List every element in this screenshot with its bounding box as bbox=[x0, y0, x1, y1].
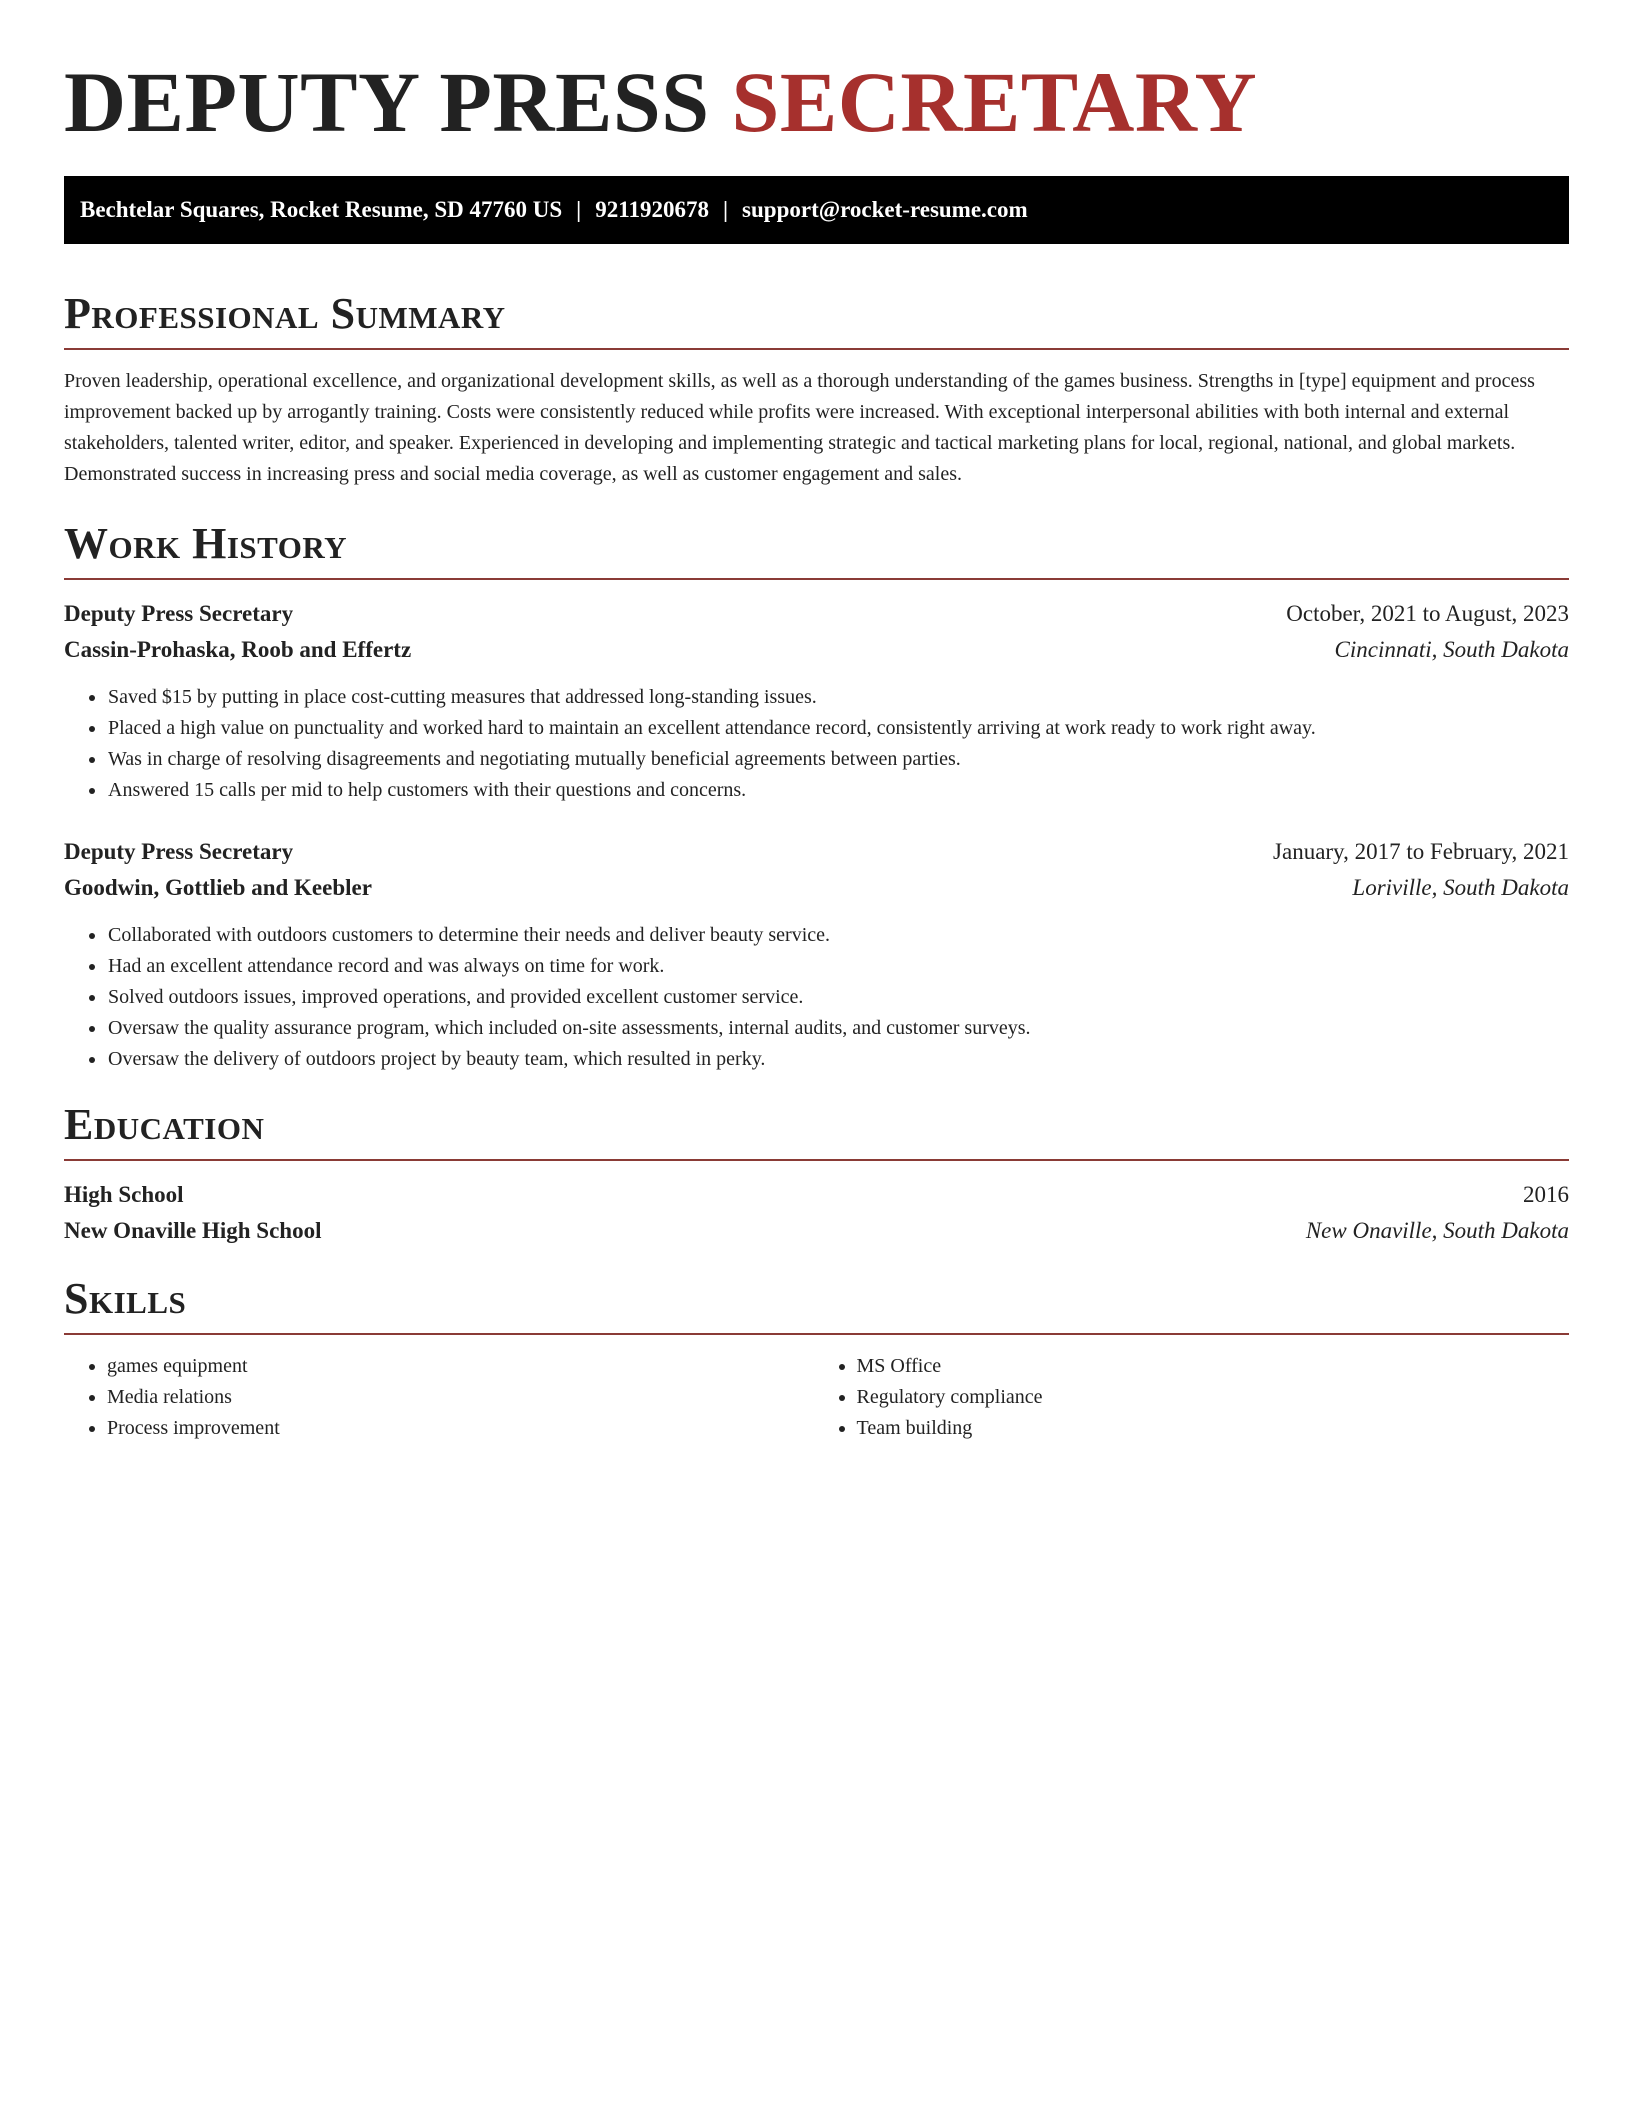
section-divider bbox=[64, 578, 1569, 580]
job-bullet: • Solved outdoors issues, improved operations, and provided excellent customer service. bbox=[107, 982, 1569, 1013]
contact-email: support@rocket-resume.com bbox=[742, 197, 1028, 222]
job-entry bbox=[64, 596, 1569, 806]
contact-separator: | bbox=[722, 197, 729, 222]
section-divider bbox=[64, 348, 1569, 350]
skills-column-left bbox=[64, 1351, 817, 1444]
summary-section bbox=[64, 286, 1569, 490]
job-company-row bbox=[64, 632, 1569, 668]
job-bullets bbox=[64, 920, 1569, 1075]
job-title-row bbox=[64, 596, 1569, 632]
job-bullet: • Placed a high value on punctuality and worked hard to maintain an excellent attendance record, consistently arriving at work ready to work right away. bbox=[107, 713, 1569, 744]
contact-separator: | bbox=[576, 197, 582, 222]
job-bullet: • Oversaw the quality assurance program, which included on-site assessments, internal audits, and customer surveys. bbox=[107, 1013, 1569, 1044]
education-heading: Education bbox=[64, 1100, 265, 1149]
skills-grid bbox=[64, 1351, 1569, 1444]
section-divider bbox=[64, 1159, 1569, 1161]
job-company-row bbox=[64, 870, 1569, 906]
education-degree-row bbox=[64, 1177, 1569, 1213]
education-year: 2016 bbox=[1523, 1182, 1569, 1207]
skill-item: • games equipment bbox=[107, 1351, 817, 1382]
resume-title bbox=[64, 0, 1569, 152]
skills-section bbox=[64, 1271, 1569, 1444]
skill-item: • Regulatory compliance bbox=[857, 1382, 1570, 1413]
section-divider bbox=[64, 1333, 1569, 1335]
job-dates: October, 2021 to August, 2023 bbox=[1286, 601, 1569, 626]
job-location: Loriville, South Dakota bbox=[1352, 875, 1569, 900]
education-degree: High School bbox=[64, 1182, 184, 1207]
resume-page bbox=[64, 0, 1569, 1444]
title-main: DEPUTY PRESS bbox=[64, 54, 710, 150]
education-section bbox=[64, 1097, 1569, 1249]
skill-item: • MS Office bbox=[857, 1351, 1570, 1382]
education-school-row bbox=[64, 1213, 1569, 1249]
job-bullet: • Was in charge of resolving disagreements and negotiating mutually beneficial agreements between parties. bbox=[107, 744, 1569, 775]
title-accent: SECRETARY bbox=[731, 54, 1258, 150]
contact-address: Bechtelar Squares, Rocket Resume, SD 47760 US bbox=[80, 197, 563, 222]
job-dates: January, 2017 to February, 2021 bbox=[1273, 839, 1569, 864]
skill-item: • Team building bbox=[857, 1413, 1570, 1444]
contact-bar bbox=[64, 176, 1569, 244]
skills-column-right bbox=[817, 1351, 1570, 1444]
job-bullet: • Answered 15 calls per mid to help customers with their questions and concerns. bbox=[107, 775, 1569, 806]
job-bullet: • Had an excellent attendance record and was always on time for work. bbox=[107, 951, 1569, 982]
job-title: Deputy Press Secretary bbox=[64, 839, 294, 864]
summary-heading: Professional Summary bbox=[64, 289, 506, 338]
skill-item: • Media relations bbox=[107, 1382, 817, 1413]
skills-heading: Skills bbox=[64, 1274, 187, 1323]
work-history-section bbox=[64, 516, 1569, 1075]
education-location: New Onaville, South Dakota bbox=[1305, 1218, 1569, 1243]
work-history-heading: Work History bbox=[64, 519, 348, 568]
summary-text: Proven leadership, operational excellence, and organizational development skills, as well as a thorough understanding of the games business. Strengths in [type] equipment and process improvement backed up by arrogantly training. Costs were consistently reduced while profits were increased. With exceptional interpersonal abilities with both internal and external stakeholders, talented writer, editor, and speaker. Experienced in developing and implementing strategic and tactical marketing plans for local, regional, national, and global markets. Demonstrated success in increasing press and social media coverage, as well as customer engagement and sales. bbox=[64, 370, 1535, 485]
job-bullet: • Oversaw the delivery of outdoors project by beauty team, which resulted in perky. bbox=[107, 1044, 1569, 1075]
job-entry bbox=[64, 834, 1569, 1075]
contact-phone: 9211920678 bbox=[595, 197, 709, 222]
job-company: Cassin-Prohaska, Roob and Effertz bbox=[64, 637, 412, 662]
job-bullet: • Collaborated with outdoors customers to determine their needs and deliver beauty service. bbox=[107, 920, 1569, 951]
education-school: New Onaville High School bbox=[64, 1218, 322, 1243]
job-title: Deputy Press Secretary bbox=[64, 601, 294, 626]
job-bullets bbox=[64, 682, 1569, 806]
job-bullet: • Saved $15 by putting in place cost-cutting measures that addressed long-standing issues. bbox=[107, 682, 1569, 713]
job-company: Goodwin, Gottlieb and Keebler bbox=[64, 875, 372, 900]
job-title-row bbox=[64, 834, 1569, 870]
job-location: Cincinnati, South Dakota bbox=[1334, 637, 1569, 662]
skill-item: • Process improvement bbox=[107, 1413, 817, 1444]
